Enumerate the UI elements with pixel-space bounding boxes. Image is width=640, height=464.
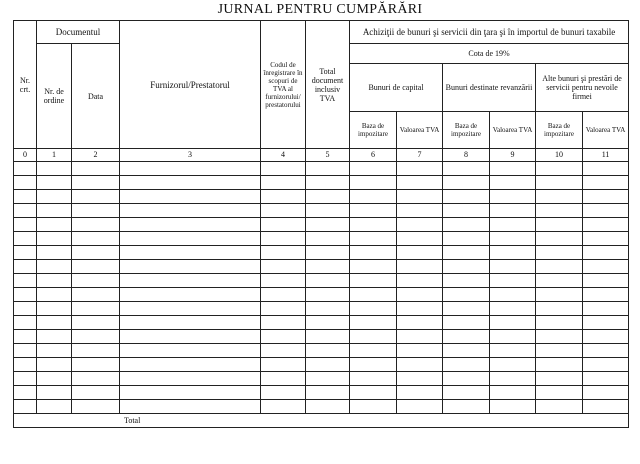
journal-cell[interactable] (120, 400, 261, 414)
header-bunuri-capital: Bunuri de capital (350, 64, 443, 112)
journal-cell[interactable] (490, 218, 536, 232)
journal-cell[interactable] (490, 274, 536, 288)
journal-cell[interactable] (583, 162, 629, 176)
journal-cell[interactable] (443, 288, 490, 302)
journal-cell[interactable] (583, 218, 629, 232)
column-number: 1 (37, 149, 72, 162)
journal-cell[interactable] (490, 260, 536, 274)
journal-cell[interactable] (37, 260, 72, 274)
journal-cell[interactable] (490, 400, 536, 414)
journal-cell[interactable] (37, 344, 72, 358)
journal-cell[interactable] (350, 344, 397, 358)
journal-cell[interactable] (72, 316, 120, 330)
journal-cell[interactable] (443, 302, 490, 316)
journal-cell[interactable] (72, 302, 120, 316)
journal-cell[interactable] (14, 176, 37, 190)
journal-cell[interactable] (583, 260, 629, 274)
journal-cell[interactable] (583, 358, 629, 372)
journal-cell[interactable] (536, 344, 583, 358)
journal-cell[interactable] (536, 386, 583, 400)
journal-cell[interactable] (261, 400, 306, 414)
journal-cell[interactable] (37, 400, 72, 414)
header-furnizorul: Furnizorul/Prestatorul (120, 21, 261, 149)
journal-cell[interactable] (37, 246, 72, 260)
journal-row (14, 288, 629, 302)
journal-cell[interactable] (120, 232, 261, 246)
journal-cell[interactable] (536, 400, 583, 414)
header-documentul: Documentul (37, 21, 120, 44)
journal-cell[interactable] (261, 190, 306, 204)
journal-row (14, 176, 629, 190)
journal-cell[interactable] (350, 218, 397, 232)
journal-row (14, 386, 629, 400)
column-number: 5 (306, 149, 350, 162)
journal-cell[interactable] (72, 176, 120, 190)
journal-cell[interactable] (120, 246, 261, 260)
journal-row (14, 358, 629, 372)
journal-cell[interactable] (490, 162, 536, 176)
journal-cell[interactable] (443, 232, 490, 246)
journal-cell[interactable] (583, 400, 629, 414)
column-number: 10 (536, 149, 583, 162)
journal-cell[interactable] (120, 344, 261, 358)
total-label: Total (14, 414, 261, 428)
journal-cell[interactable] (583, 190, 629, 204)
journal-title: JURNAL PENTRU CUMPĂRĂRI (217, 2, 423, 17)
journal-cell[interactable] (120, 288, 261, 302)
journal-row (14, 302, 629, 316)
journal-cell[interactable] (261, 204, 306, 218)
journal-cell[interactable] (397, 162, 443, 176)
journal-cell[interactable] (72, 274, 120, 288)
journal-cell[interactable] (261, 260, 306, 274)
journal-cell[interactable] (261, 330, 306, 344)
journal-cell[interactable] (37, 358, 72, 372)
column-number: 2 (72, 149, 120, 162)
journal-cell[interactable] (443, 372, 490, 386)
journal-cell[interactable] (72, 232, 120, 246)
header-alte-bunuri: Alte bunuri şi prestări de servicii pentru nevoile firmei (536, 64, 629, 112)
journal-cell[interactable] (350, 358, 397, 372)
journal-cell[interactable] (350, 372, 397, 386)
journal-cell[interactable] (350, 330, 397, 344)
header-total-document: Total document inclusiv TVA (306, 21, 350, 149)
journal-cell[interactable] (14, 302, 37, 316)
journal-cell[interactable] (536, 218, 583, 232)
journal-cell[interactable] (490, 330, 536, 344)
journal-row (14, 344, 629, 358)
journal-cell[interactable] (261, 288, 306, 302)
journal-cell[interactable] (350, 400, 397, 414)
journal-cell[interactable] (14, 372, 37, 386)
journal-cell[interactable] (14, 400, 37, 414)
journal-row (14, 260, 629, 274)
journal-cell[interactable] (536, 288, 583, 302)
journal-cell[interactable] (397, 316, 443, 330)
journal-cell[interactable] (443, 190, 490, 204)
journal-cell[interactable] (120, 218, 261, 232)
total-values (261, 414, 629, 428)
journal-cell[interactable] (350, 386, 397, 400)
journal-cell[interactable] (397, 274, 443, 288)
journal-cell[interactable] (261, 344, 306, 358)
journal-cell[interactable] (536, 260, 583, 274)
journal-row (14, 162, 629, 176)
column-number: 11 (583, 149, 629, 162)
journal-cell[interactable] (583, 176, 629, 190)
journal-cell[interactable] (583, 344, 629, 358)
journal-cell[interactable] (350, 260, 397, 274)
journal-cell[interactable] (261, 162, 306, 176)
journal-cell[interactable] (261, 386, 306, 400)
journal-cell[interactable] (583, 316, 629, 330)
journal-cell[interactable] (536, 274, 583, 288)
journal-cell[interactable] (397, 204, 443, 218)
journal-cell[interactable] (583, 302, 629, 316)
journal-cell[interactable] (72, 358, 120, 372)
journal-cell[interactable] (583, 204, 629, 218)
journal-row (14, 246, 629, 260)
journal-cell[interactable] (72, 372, 120, 386)
journal-cell[interactable] (443, 162, 490, 176)
journal-cell[interactable] (72, 288, 120, 302)
journal-cell[interactable] (443, 358, 490, 372)
journal-cell[interactable] (536, 204, 583, 218)
journal-cell[interactable] (37, 288, 72, 302)
journal-cell[interactable] (536, 190, 583, 204)
journal-cell[interactable] (536, 176, 583, 190)
journal-cell[interactable] (120, 330, 261, 344)
journal-cell[interactable] (14, 232, 37, 246)
journal-row (14, 218, 629, 232)
journal-cell[interactable] (72, 190, 120, 204)
journal-cell[interactable] (72, 330, 120, 344)
journal-cell[interactable] (397, 400, 443, 414)
journal-row (14, 190, 629, 204)
journal-cell[interactable] (14, 218, 37, 232)
journal-cell[interactable] (397, 260, 443, 274)
journal-cell[interactable] (306, 288, 350, 302)
journal-cell[interactable] (261, 302, 306, 316)
journal-cell[interactable] (306, 330, 350, 344)
column-number: 7 (397, 149, 443, 162)
journal-row (14, 232, 629, 246)
journal-cell[interactable] (120, 372, 261, 386)
journal-cell[interactable] (306, 316, 350, 330)
column-number: 0 (14, 149, 37, 162)
journal-cell[interactable] (397, 190, 443, 204)
journal-cell[interactable] (443, 330, 490, 344)
journal-cell[interactable] (443, 344, 490, 358)
journal-cell[interactable] (490, 232, 536, 246)
journal-cell[interactable] (261, 316, 306, 330)
journal-cell[interactable] (397, 330, 443, 344)
journal-cell[interactable] (490, 176, 536, 190)
header-valoare-capital: Valoarea TVA (397, 112, 443, 149)
journal-cell[interactable] (583, 330, 629, 344)
header-baza-revanzare: Baza de impozitare (443, 112, 490, 149)
journal-cell[interactable] (14, 190, 37, 204)
journal-cell[interactable] (536, 316, 583, 330)
header-bunuri-revanzare: Bunuri destinate revanzării (443, 64, 536, 112)
journal-cell[interactable] (261, 246, 306, 260)
journal-cell[interactable] (261, 372, 306, 386)
journal-cell[interactable] (261, 232, 306, 246)
journal-cell[interactable] (37, 204, 72, 218)
journal-cell[interactable] (120, 260, 261, 274)
journal-cell[interactable] (443, 260, 490, 274)
journal-cell[interactable] (72, 246, 120, 260)
journal-cell[interactable] (583, 386, 629, 400)
journal-cell[interactable] (37, 190, 72, 204)
journal-cell[interactable] (397, 386, 443, 400)
header-baza-alte: Baza de impozitare (536, 112, 583, 149)
journal-cell[interactable] (536, 302, 583, 316)
journal-cell[interactable] (490, 316, 536, 330)
journal-cell[interactable] (120, 274, 261, 288)
journal-cell[interactable] (583, 232, 629, 246)
journal-cell[interactable] (583, 288, 629, 302)
journal-cell[interactable] (37, 176, 72, 190)
journal-cell[interactable] (306, 344, 350, 358)
journal-cell[interactable] (397, 358, 443, 372)
journal-cell[interactable] (72, 204, 120, 218)
journal-cell[interactable] (583, 246, 629, 260)
journal-row (14, 316, 629, 330)
journal-cell[interactable] (306, 372, 350, 386)
journal-cell[interactable] (37, 232, 72, 246)
journal-row (14, 330, 629, 344)
journal-cell[interactable] (536, 162, 583, 176)
header-valoare-alte: Valoarea TVA (583, 112, 629, 149)
journal-cell[interactable] (120, 302, 261, 316)
journal-cell[interactable] (350, 316, 397, 330)
journal-cell[interactable] (350, 302, 397, 316)
journal-cell[interactable] (14, 386, 37, 400)
journal-cell[interactable] (120, 204, 261, 218)
journal-cell[interactable] (261, 218, 306, 232)
header-cota: Cota de 19% (350, 44, 629, 64)
journal-cell[interactable] (490, 344, 536, 358)
journal-cell[interactable] (120, 190, 261, 204)
journal-row (14, 372, 629, 386)
journal-cell[interactable] (14, 358, 37, 372)
journal-cell[interactable] (14, 288, 37, 302)
journal-cell[interactable] (443, 218, 490, 232)
journal-cell[interactable] (443, 274, 490, 288)
journal-cell[interactable] (583, 372, 629, 386)
column-number: 6 (350, 149, 397, 162)
journal-cell[interactable] (536, 372, 583, 386)
journal-cell[interactable] (306, 302, 350, 316)
header-cod-tva: Codul de înregistrare în scopuri de TVA al furnizorului/ prestatorului (261, 21, 306, 149)
journal-cell[interactable] (350, 190, 397, 204)
journal-cell[interactable] (37, 302, 72, 316)
journal-cell[interactable] (583, 274, 629, 288)
journal-cell[interactable] (490, 358, 536, 372)
column-number: 9 (490, 149, 536, 162)
journal-cell[interactable] (306, 358, 350, 372)
journal-cell[interactable] (443, 316, 490, 330)
journal-cell[interactable] (536, 358, 583, 372)
journal-cell[interactable] (350, 274, 397, 288)
header-baza-capital: Baza de impozitare (350, 112, 397, 149)
header-valoare-revanzare: Valoarea TVA (490, 112, 536, 149)
journal-cell[interactable] (306, 190, 350, 204)
journal-cell[interactable] (14, 204, 37, 218)
journal-cell[interactable] (37, 218, 72, 232)
journal-cell[interactable] (37, 386, 72, 400)
journal-cell[interactable] (350, 204, 397, 218)
journal-cell[interactable] (306, 218, 350, 232)
total-row (14, 414, 629, 428)
journal-cell[interactable] (14, 246, 37, 260)
journal-cell[interactable] (120, 176, 261, 190)
journal-cell[interactable] (490, 246, 536, 260)
journal-cell[interactable] (397, 246, 443, 260)
journal-cell[interactable] (490, 190, 536, 204)
header-achizitii: Achiziţii de bunuri şi servicii din ţara şi în importul de bunuri taxabile (350, 21, 629, 44)
column-number: 8 (443, 149, 490, 162)
journal-cell[interactable] (490, 372, 536, 386)
journal-cell[interactable] (72, 344, 120, 358)
journal-cell[interactable] (72, 260, 120, 274)
journal-cell[interactable] (306, 176, 350, 190)
header-data: Data (72, 44, 120, 149)
journal-cell[interactable] (397, 218, 443, 232)
journal-cell[interactable] (14, 162, 37, 176)
journal-cell[interactable] (14, 330, 37, 344)
journal-cell[interactable] (306, 400, 350, 414)
column-number: 4 (261, 149, 306, 162)
journal-cell[interactable] (397, 288, 443, 302)
journal-cell[interactable] (306, 246, 350, 260)
journal-cell[interactable] (261, 358, 306, 372)
journal-cell[interactable] (37, 372, 72, 386)
purchases-journal-table (13, 20, 629, 428)
journal-cell[interactable] (37, 316, 72, 330)
journal-cell[interactable] (350, 176, 397, 190)
column-number-row (14, 149, 629, 162)
journal-cell[interactable] (37, 274, 72, 288)
journal-cell[interactable] (443, 400, 490, 414)
journal-cell[interactable] (490, 204, 536, 218)
journal-cell[interactable] (536, 330, 583, 344)
journal-cell[interactable] (306, 260, 350, 274)
journal-body (14, 162, 629, 414)
journal-cell[interactable] (350, 232, 397, 246)
journal-cell[interactable] (306, 162, 350, 176)
journal-cell[interactable] (72, 162, 120, 176)
journal-cell[interactable] (14, 316, 37, 330)
header-nr-ordine: Nr. de ordine (37, 44, 72, 149)
journal-cell[interactable] (72, 400, 120, 414)
journal-cell[interactable] (120, 386, 261, 400)
journal-cell[interactable] (397, 372, 443, 386)
journal-cell[interactable] (72, 218, 120, 232)
journal-cell[interactable] (350, 288, 397, 302)
journal-cell[interactable] (350, 162, 397, 176)
journal-cell[interactable] (14, 274, 37, 288)
journal-cell[interactable] (536, 232, 583, 246)
journal-cell[interactable] (306, 274, 350, 288)
journal-cell[interactable] (37, 162, 72, 176)
journal-row (14, 274, 629, 288)
journal-cell[interactable] (490, 288, 536, 302)
journal-cell[interactable] (443, 176, 490, 190)
journal-row (14, 400, 629, 414)
journal-cell[interactable] (490, 386, 536, 400)
journal-cell[interactable] (397, 302, 443, 316)
journal-cell[interactable] (261, 274, 306, 288)
journal-cell[interactable] (350, 246, 397, 260)
journal-cell[interactable] (443, 246, 490, 260)
journal-cell[interactable] (536, 246, 583, 260)
journal-cell[interactable] (37, 330, 72, 344)
journal-cell[interactable] (120, 358, 261, 372)
journal-cell[interactable] (443, 386, 490, 400)
journal-cell[interactable] (397, 176, 443, 190)
journal-cell[interactable] (306, 204, 350, 218)
journal-cell[interactable] (120, 162, 261, 176)
journal-cell[interactable] (443, 204, 490, 218)
journal-row (14, 204, 629, 218)
journal-cell[interactable] (397, 344, 443, 358)
journal-cell[interactable] (72, 386, 120, 400)
journal-cell[interactable] (397, 232, 443, 246)
header-nr-crt: Nr. crt. (14, 21, 37, 149)
journal-cell[interactable] (120, 316, 261, 330)
journal-cell[interactable] (14, 260, 37, 274)
column-number: 3 (120, 149, 261, 162)
journal-cell[interactable] (14, 344, 37, 358)
journal-cell[interactable] (490, 302, 536, 316)
journal-cell[interactable] (306, 386, 350, 400)
journal-cell[interactable] (261, 176, 306, 190)
journal-cell[interactable] (306, 232, 350, 246)
